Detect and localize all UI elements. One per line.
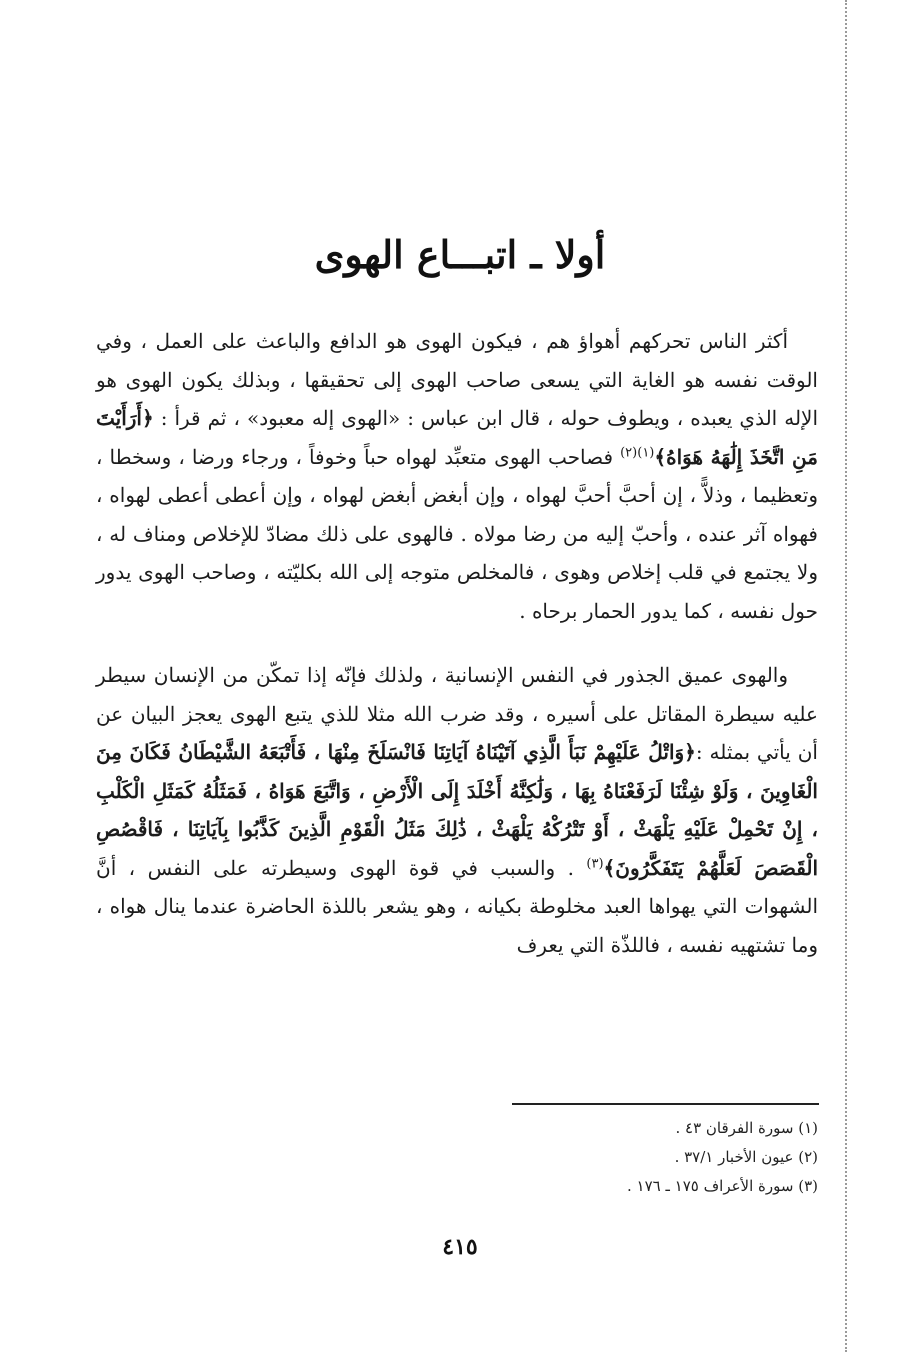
body-text <box>96 322 818 964</box>
footnote-1: (١) سورة الفرقان ٤٣ . <box>675 1119 818 1137</box>
page-edge-dotted-line <box>845 0 847 1352</box>
paragraph-2-text-end: . والسبب في قوة الهوى وسيطرته على النفس ، أنَّ الشهوات التي يهواها العبد مخلوطة بكيانه ، وهو يشعر باللذة الحاضرة عندما ينال هواه ، وما تشتهيه نفسه ، فاللذّة التي يعرف <box>96 855 818 957</box>
footnote-3: (٣) سورة الأعراف ١٧٥ ـ ١٧٦ . <box>627 1177 818 1195</box>
footnotes <box>380 1114 818 1201</box>
footnote-divider <box>512 1103 819 1105</box>
footnote-ref-1-2: (١)(٢) <box>620 444 655 460</box>
footnote-ref-3: (٣) <box>586 855 604 871</box>
quran-verse-1: ﴿أَرَأَيْتَ مَنِ اتَّخَذَ إِلَٰهَهُ هَوَاهُ﴾ <box>96 406 818 469</box>
paragraph-2 <box>96 656 818 964</box>
section-title: أولا ـ اتبـــاع الهوى <box>314 232 606 277</box>
paragraph-1 <box>96 322 818 630</box>
page-number: ٤١٥ <box>442 1234 478 1260</box>
footnote-2: (٢) عيون الأخبار ٣٧/١ . <box>674 1148 818 1166</box>
paragraph-2-text-start: والهوى عميق الجذور في النفس الإنسانية ، ولذلك فإنّه إذا تمكّن من الإنسان سيطر عليه سيطرة المقاتل على أسيره ، وقد ضرب الله مثلا للذي يتبع الهوى يعجز البيان عن أن يأتي بمثله : <box>96 663 818 764</box>
quran-verse-2: ﴿وَاتْلُ عَلَيْهِمْ نَبَأَ الَّذِي آتَيْنَاهُ آيَاتِنَا فَانْسَلَخَ مِنْهَا ، فَأَتْبَعَهُ الشَّيْطَانُ فَكَانَ مِنَ الْغَاوِينَ ، وَلَوْ شِئْنَا لَرَفَعْنَاهُ بِهَا ، وَلَٰكِنَّهُ أَخْلَدَ إِلَى الْأَرْضِ ، وَاتَّبَعَ هَوَاهُ ، فَمَثَلُهُ كَمَثَلِ الْكَلْبِ ، إِنْ تَحْمِلْ عَلَيْهِ يَلْهَثْ ، أَوْ تَتْرُكْهُ يَلْهَثْ ، ذَٰلِكَ مَثَلُ الْقَوْمِ الَّذِينَ كَذَّبُوا بِآيَاتِنَا ، فَاقْصُصِ الْقَصَصَ لَعَلَّهُمْ يَتَفَكَّرُونَ﴾ <box>96 740 818 880</box>
paragraph-1-text-end: فصاحب الهوى متعبِّد لهواه حباً وخوفاً ، ورجاء ورضا ، وسخطا ، وتعظيما ، وذلاًّ ، إن أحبَّ أحبَّ لهواه ، وإن أبغض أبغض لهواه ، وإن أعطى أعطى لهواه ، فهواه آثر عنده ، وأحبّ إليه من رضا مولاه . فالهوى على ذلك مضادّ للإخلاص ومناف له ، ولا يجتمع في قلب إخلاص وهوى ، فالمخلص متوجه إلى الله بكليّته ، وصاحب الهوى يدور حول نفسه ، كما يدور الحمار برحاه . <box>96 444 818 623</box>
paragraph-1-text-start: أكثر الناس تحركهم أهواؤ هم ، فيكون الهوى هو الدافع والباعث على العمل ، وفي الوقت نفسه هو الغاية التي يسعى صاحب الهوى إلى تحقيقها ، وبذلك يكون الهوى هو الإله الذي يعبده ، ويطوف حوله ، قال ابن عباس : «الهوى إله معبود» ، ثم قرأ : <box>96 329 819 430</box>
